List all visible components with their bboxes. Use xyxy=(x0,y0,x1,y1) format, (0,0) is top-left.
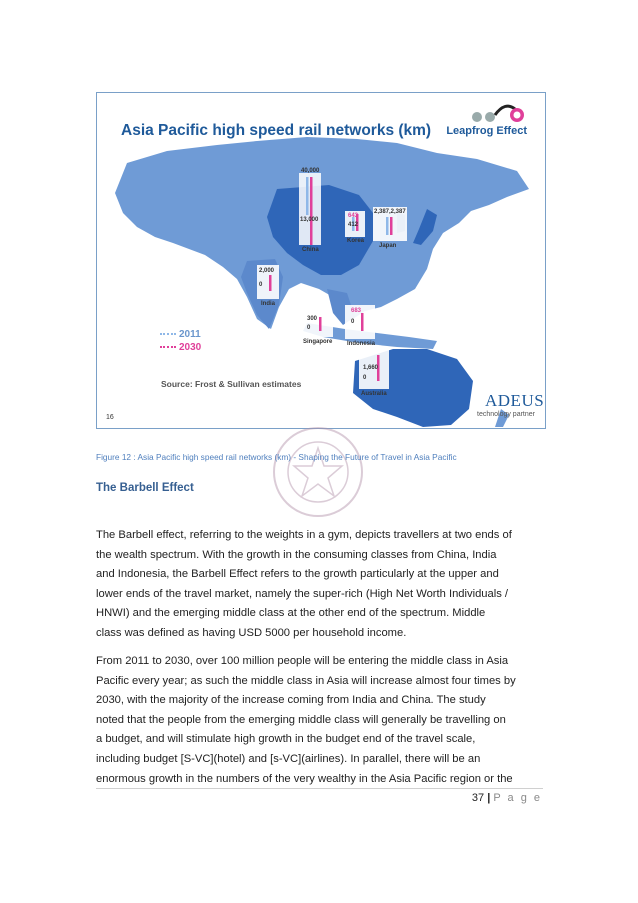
indonesia-name-label: Indonesia xyxy=(347,341,376,347)
indonesia-2011-label: 0 xyxy=(351,319,355,325)
university-seal-watermark xyxy=(258,426,378,518)
japan-name-label: Japan xyxy=(379,243,397,249)
india-name-label: India xyxy=(261,301,276,307)
singapore-name-label: Singapore xyxy=(303,339,333,345)
section-heading: The Barbell Effect xyxy=(96,482,194,494)
figure-source: Source: Frost & Sullivan estimates xyxy=(161,379,302,389)
paragraph-line: including budget [S-VC](hotel) and [s-VC](airlines). In parallel, there will be an xyxy=(96,752,481,765)
australia-2030-label: 1,660 xyxy=(363,365,379,371)
paragraph-line: From 2011 to 2030, over 100 million people will be entering the middle class in Asia xyxy=(96,655,509,667)
indonesia-2030-label: 683 xyxy=(351,308,362,314)
australia-name-label: Australia xyxy=(361,391,387,397)
partner-tagline: technology partner xyxy=(477,411,535,418)
legend-2011: 2011 xyxy=(160,329,201,340)
figure-caption: Figure 12 : Asia Pacific high speed rail networks (km) - Shaping the Future of Travel in Asia Pacific xyxy=(96,452,457,462)
singapore-2030-label: 300 xyxy=(307,316,318,322)
page-number: 37 xyxy=(471,792,485,804)
korea-2011-label: 412 xyxy=(348,222,359,228)
figure-title: Asia Pacific high speed rail networks (km) xyxy=(121,122,432,139)
page-footer xyxy=(472,792,542,804)
paragraph-middle-class-growth xyxy=(96,652,543,789)
paragraph-line: enormous growth in the numbers of the very wealthy in the Asia Pacific region or the xyxy=(96,772,513,785)
slide-page-number: 16 xyxy=(106,414,114,421)
china-2011-label: 13,000 xyxy=(300,217,319,223)
korea-2030-label: 643 xyxy=(348,213,359,219)
paragraph-line: and Indonesia, the Barbell Effect refers to the growth particularly at the upper and xyxy=(96,568,499,581)
paragraph-line: lower ends of the travel market, namely the super-rich (High Net Worth Individuals / xyxy=(96,587,509,600)
china-bars xyxy=(299,173,321,245)
china-name-label: China xyxy=(302,247,319,253)
paragraph-line: The Barbell effect, referring to the weights in a gym, depicts travellers at two ends of xyxy=(96,529,512,541)
asia-pacific-map xyxy=(97,93,545,428)
paragraph-line: Pacific every year; as such the middle class in Asia will increase almost four times by xyxy=(96,674,516,687)
singapore-2011-label: 0 xyxy=(307,325,311,331)
partner-logo: ADEUS xyxy=(485,391,545,410)
page-separator: | xyxy=(487,792,491,804)
paragraph-barbell-definition xyxy=(96,526,543,644)
paragraph-line: HNWI) and the emerging middle class at the other end of the spectrum. Middle xyxy=(96,607,486,620)
footer-divider xyxy=(96,788,543,789)
rail-network-figure xyxy=(96,92,546,429)
page-word: P a g e xyxy=(493,792,542,804)
paragraph-line: 2030, with the majority of the increase coming from India and China. The study xyxy=(96,694,486,707)
leapfrog-brand: Leapfrog Effect xyxy=(446,125,527,137)
paragraph-line: class was defined as having USD 5000 per household income. xyxy=(96,626,407,639)
legend-2030: 2030 xyxy=(160,342,201,353)
paragraph-line: noted that the people from the emerging middle class will generally be travelling on xyxy=(96,713,506,726)
paragraph-line: a budget, and will stimulate high growth in the budget end of the travel scale, xyxy=(96,733,476,746)
japan-values-label: 2,387,2,387 xyxy=(374,209,406,215)
india-2030-label: 2,000 xyxy=(259,268,275,274)
australia-2011-label: 0 xyxy=(363,375,367,381)
korea-name-label: Korea xyxy=(347,238,365,244)
paragraph-line: the wealth spectrum. With the growth in the consuming classes from China, India xyxy=(96,548,497,561)
leapfrog-arrow-icon xyxy=(465,99,527,125)
india-2011-label: 0 xyxy=(259,282,263,288)
china-2030-label: 40,000 xyxy=(301,168,320,174)
